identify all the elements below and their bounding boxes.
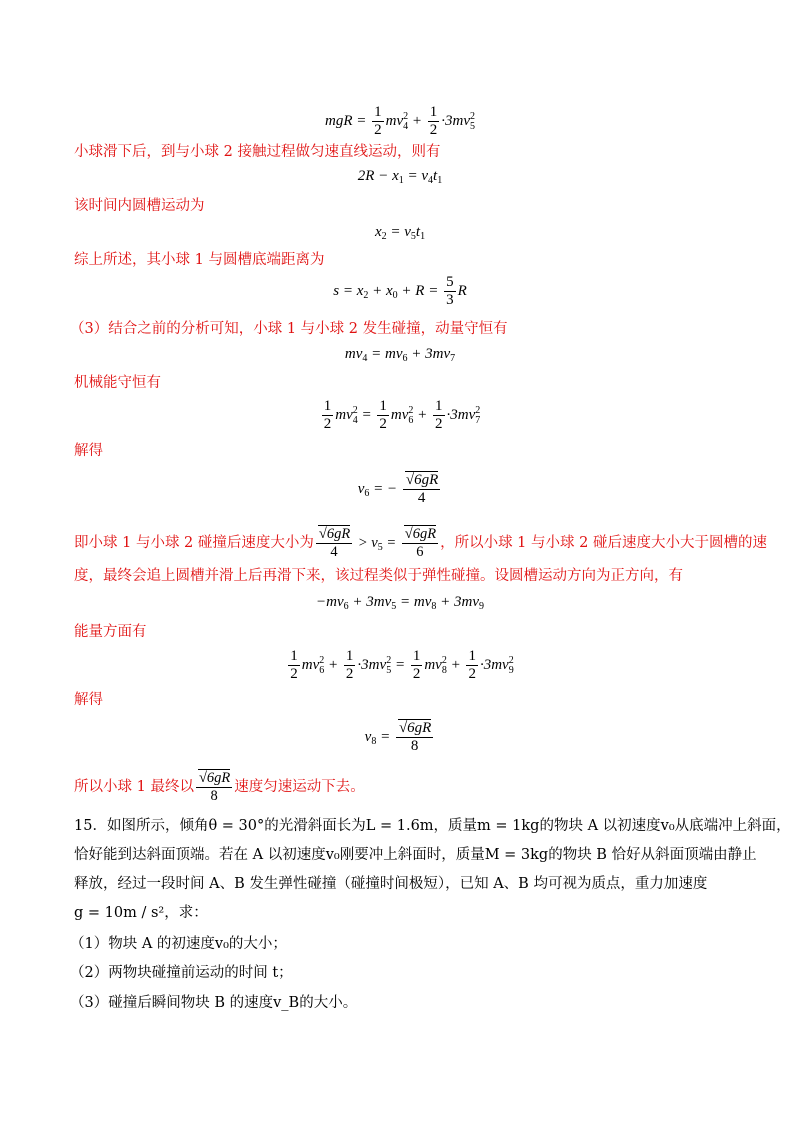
equation-energy-2: $\frac{1}{2}$ mv 2 4 = $\frac{1}{2}$ mv 2 6 + $\frac{1}{2}$ ·3mv 2 7 bbox=[323, 398, 481, 432]
solution-text: 速度匀速运动下去。 bbox=[234, 778, 365, 795]
equation-v8: $v_8$ = $\frac{√6gR}{8}$ bbox=[364, 720, 432, 754]
equation-distance-2: $x_2 = v_5t_1$ bbox=[374, 224, 426, 242]
problem-text: g = 10m / s²，求： bbox=[74, 905, 208, 921]
equation-v6: $v_6$ = − $\frac{√6gR}{4}$ bbox=[357, 472, 439, 506]
equation-momentum-1: $mv_4 = mv_6 + 3mv_7$ bbox=[344, 346, 456, 364]
question-3: （3）碰撞后瞬间物块 B 的速度v_B的大小。 bbox=[70, 995, 358, 1011]
equation-distance-1: $2R - x_1 = v_4t_1$ bbox=[357, 168, 443, 186]
solution-text: （3）结合之前的分析可知，小球 1 与小球 2 发生碰撞，动量守恒有 bbox=[70, 321, 508, 337]
solution-text: 度，最终会追上圆槽并滑上后再滑下来，该过程类似于弹性碰撞。设圆槽运动方向为正方向，有 bbox=[74, 568, 683, 584]
solution-text: 解得 bbox=[74, 692, 103, 708]
equation-energy-1: mgR = $\frac{1}{2}$ mv 2 4 + $\frac{1}{2}$ ·3mv 2 5 bbox=[324, 104, 476, 138]
solution-text: 小球滑下后，到与小球 2 接触过程做匀速直线运动，则有 bbox=[74, 144, 441, 160]
solution-text: 该时间内圆槽运动为 bbox=[74, 198, 205, 214]
solution-text: 解得 bbox=[74, 443, 103, 459]
equation-energy-3: $\frac{1}{2}$ mv 2 6 + $\frac{1}{2}$ ·3mv 2 5 = $\frac{1}{2}$ mv 2 8 + $\frac{1}{2}$ ·3mv 2 9 bbox=[290, 648, 514, 682]
solution-text: 即小球 1 与小球 2 碰撞后速度大小为 bbox=[74, 534, 314, 551]
solution-text: 综上所述，其小球 1 与圆槽底端距离为 bbox=[74, 252, 325, 268]
problem-text: 释放，经过一段时间 A、B 发生弹性碰撞（碰撞时间极短），已知 A、B 均可视为质点，重力加速度 bbox=[74, 876, 708, 892]
question-1: （1）物块 A 的初速度v₀的大小； bbox=[70, 936, 287, 952]
solution-text-row: 所以小球 1 最终以 $\frac{√6gR}{8}$ 速度匀速运动下去。 bbox=[74, 770, 365, 804]
question-2: （2）两物块碰撞前运动的时间 t； bbox=[70, 965, 293, 981]
equation-total-distance: $s = x_2 + x_0 + R$ = $\frac{5}{3}$ R bbox=[333, 274, 467, 308]
problem-text: 15．如图所示，倾角θ = 30°的光滑斜面长为L = 1.6m，质量m = 1kg的物块 A 以初速度v₀从底端冲上斜面， bbox=[74, 818, 791, 834]
equation-momentum-2: $-mv_6 + 3mv_5 = mv_8 + 3mv_9$ bbox=[316, 594, 484, 612]
problem-text: 恰好能到达斜面顶端。若在 A 以初速度v₀刚要冲上斜面时，质量M = 3kg的物块 B 恰好从斜面顶端由静止 bbox=[74, 847, 757, 863]
solution-text-row: 即小球 1 与小球 2 碰撞后速度大小为 $\frac{√6gR}{4}$ > $v_5$ = $\frac{√6gR}{6}$ ，所以小球 1 与小球 2 碰后速度大小大于圆槽的速 bbox=[74, 526, 767, 560]
solution-text: 机械能守恒有 bbox=[74, 375, 161, 391]
solution-text: ，所以小球 1 与小球 2 碰后速度大小大于圆槽的速 bbox=[440, 534, 767, 551]
solution-text: 所以小球 1 最终以 bbox=[74, 778, 194, 795]
solution-text: 能量方面有 bbox=[74, 624, 147, 640]
